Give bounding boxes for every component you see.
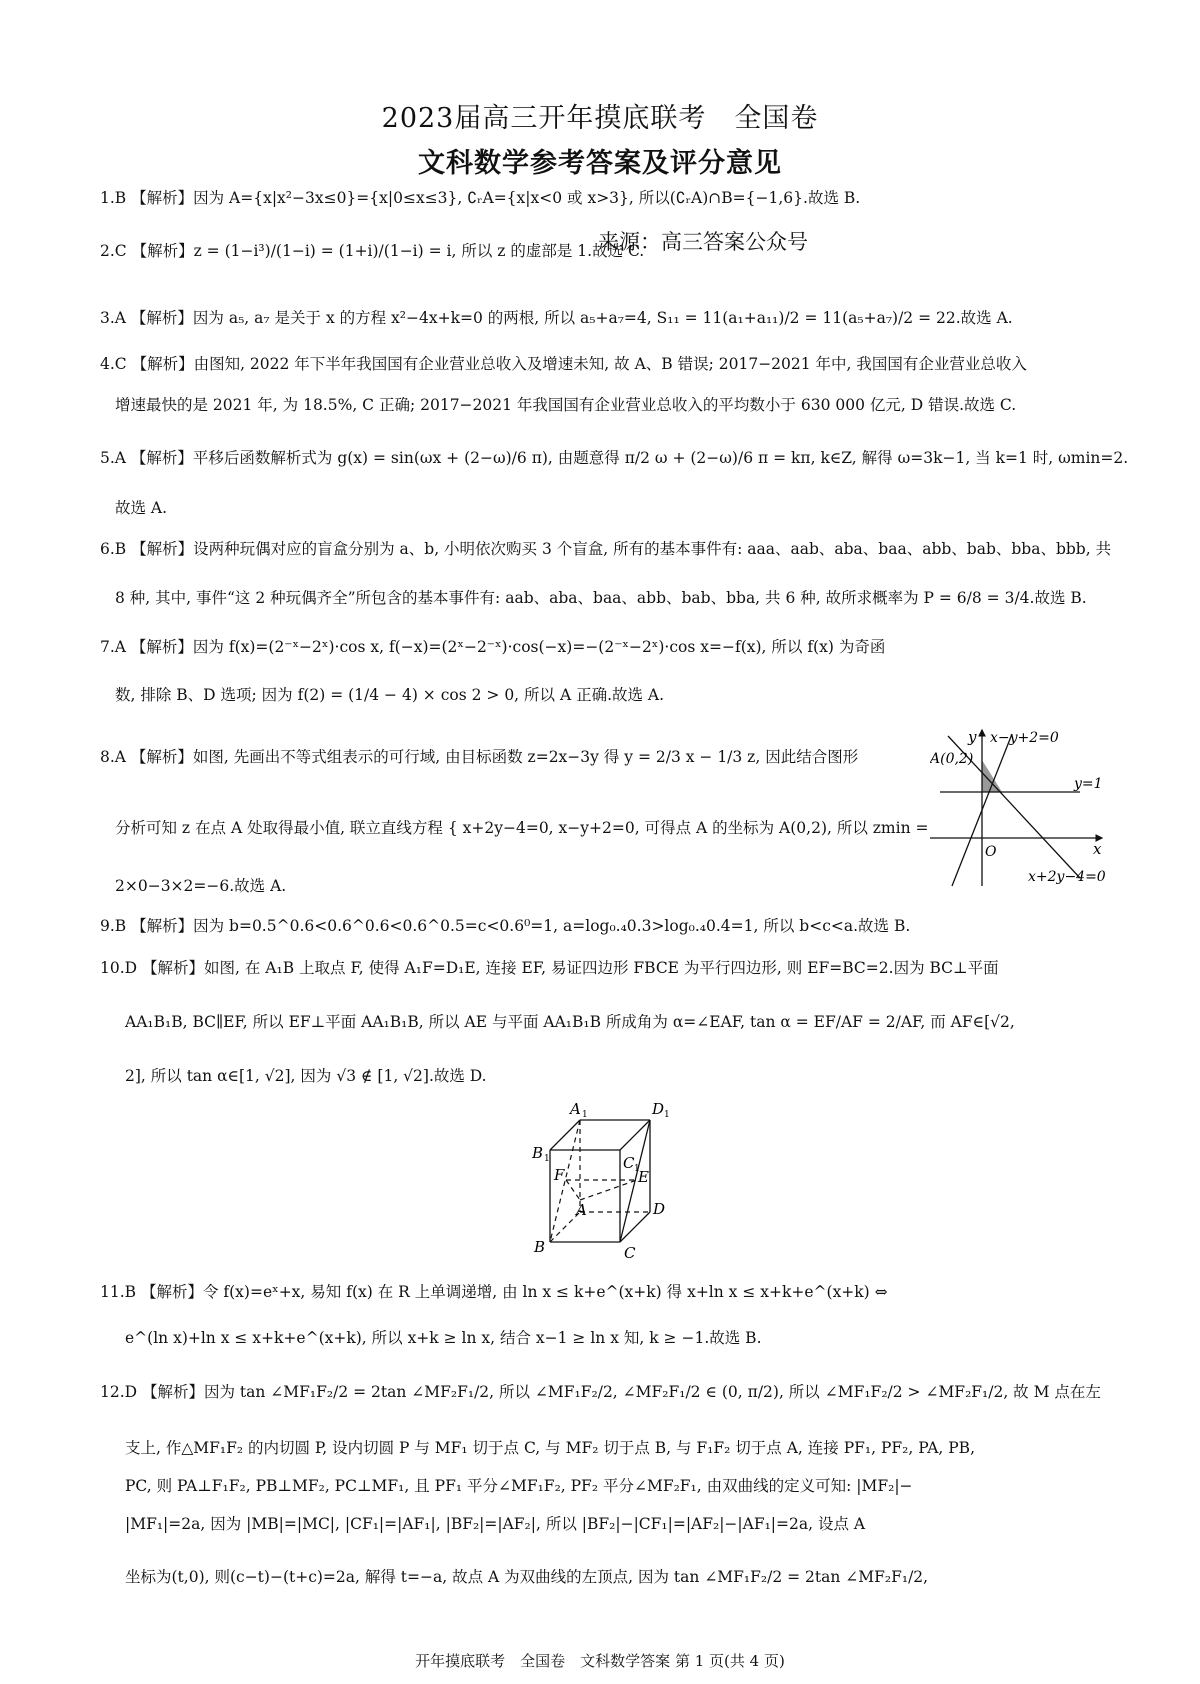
point-f-label: F <box>554 1166 565 1184</box>
answer-7-line-2: 数, 排除 B、D 选项; 因为 f(2) = (1/4 − 4) × cos 2 > 0, 所以 A 正确.故选 A. <box>115 686 665 704</box>
answer-11-line-1: 11.B 【解析】令 f(x)=eˣ+x, 易知 f(x) 在 R 上单调递增, 由 ln x ≤ k+e^(x+k) 得 x+ln x ≤ x+k+e^(x+k) ⇔ <box>100 1283 888 1301</box>
line2-label: y=1 <box>1074 776 1103 792</box>
vertex-c1-label: C <box>623 1154 635 1172</box>
vertex-b1-sub: 1 <box>544 1154 550 1164</box>
answer-7-line-1: 7.A 【解析】因为 f(x)=(2⁻ˣ−2ˣ)·cos x, f(−x)=(2ˣ−2⁻ˣ)·cos(−x)=−(2⁻ˣ−2ˣ)·cos x=−f(x), 所以 f(x) 为奇函 <box>100 638 886 656</box>
answer-5-line-2: 故选 A. <box>115 499 168 517</box>
answer-12-line-5: 坐标为(t,0), 则(c−t)−(t+c)=2a, 解得 t=−a, 故点 A 为双曲线的左顶点, 因为 tan ∠MF₁F₂/2 = 2tan ∠MF₂F₁/2, <box>125 1568 929 1586</box>
point-a-label: A <box>576 1201 587 1219</box>
answer-8-line-2: 分析可知 z 在点 A 处取得最小值, 联立直线方程 { x+2y−4=0, x−y+2=0, 可得点 A 的坐标为 A(0,2), 所以 zmin = <box>115 819 929 837</box>
answer-10-line-2: AA₁B₁B, BC∥EF, 所以 EF⊥平面 AA₁B₁B, 所以 AE 与平面 AA₁B₁B 所成角为 α=∠EAF, tan α = EF/AF = 2/AF, 而 AF∈[√2, <box>125 1013 1015 1031</box>
origin-label: O <box>985 844 997 860</box>
page-title: 2023届高三开年摸底联考 全国卷 <box>381 103 819 134</box>
vertex-a1-sub: 1 <box>582 1110 588 1120</box>
vertex-b1-label: B <box>532 1144 544 1162</box>
y-axis-label: y <box>968 728 977 746</box>
answer-12-line-1: 12.D 【解析】因为 tan ∠MF₁F₂/2 = 2tan ∠MF₂F₁/2, 所以 ∠MF₁F₂/2, ∠MF₂F₁/2 ∈ (0, π/2), 所以 ∠MF₁F₂/2 > ∠MF₂F₁/2, 故 M 点在左 <box>100 1383 1101 1401</box>
answer-12-line-4: |MF₁|=2a, 因为 |MB|=|MC|, |CF₁|=|AF₁|, |BF₂|=|AF₂|, 所以 |BF₂|−|CF₁|=|AF₂|−|AF₁|=2a, 设点 A <box>125 1515 866 1533</box>
point-b-label: B <box>534 1238 546 1256</box>
line1-label: x−y+2=0 <box>990 730 1059 746</box>
answer-1-line-1: 1.B 【解析】因为 A={x|x²−3x≤0}={x|0≤x≤3}, ∁ᵣA={x|x<0 或 x>3}, 所以(∁ᵣA)∩B={−1,6}.故选 B. <box>100 189 861 207</box>
answer-8-line-3: 2×0−3×2=−6.故选 A. <box>115 877 287 895</box>
answer-5-line-1: 5.A 【解析】平移后函数解析式为 g(x) = sin(ωx + (2−ω)/6 π), 由题意得 π/2 ω + (2−ω)/6 π = kπ, k∈Z, 解得 ω=3k−1, 当 k=1 时, ωmin=2. <box>100 449 1129 467</box>
vertex-c1-sub: 1 <box>634 1164 640 1174</box>
answer-11-line-2: e^(ln x)+ln x ≤ x+k+e^(x+k), 所以 x+k ≥ ln x, 结合 x−1 ≥ ln x 知, k ≥ −1.故选 B. <box>125 1329 762 1347</box>
answer-4-line-1: 4.C 【解析】由图知, 2022 年下半年我国国有企业营业总收入及增速未知, 故 A、B 错误; 2017−2021 年中, 我国国有企业营业总收入 <box>100 355 1027 373</box>
page-subtitle: 文科数学参考答案及评分意见 <box>418 148 782 179</box>
answer-6-line-1: 6.B 【解析】设两种玩偶对应的盲盒分别为 a、b, 小明依次购买 3 个盲盒, 所有的基本事件有: aaa、aab、aba、baa、abb、bab、bba、bbb, 共 <box>100 540 1112 558</box>
point-a-label: A(0,2) <box>930 751 974 767</box>
answer-9-line-1: 9.B 【解析】因为 b=0.5^0.6<0.6^0.6<0.6^0.5=c<0.6⁰=1, a=log₀.₄0.3>log₀.₄0.4=1, 所以 b<c<a.故选 B. <box>100 917 911 935</box>
answer-8-line-1: 8.A 【解析】如图, 先画出不等式组表示的可行域, 由目标函数 z=2x−3y 得 y = 2/3 x − 1/3 z, 因此结合图形 <box>100 748 859 766</box>
answer-12-line-3: PC, 则 PA⊥F₁F₂, PB⊥MF₂, PC⊥MF₁, 且 PF₁ 平分∠MF₁F₂, PF₂ 平分∠MF₂F₁, 由双曲线的定义可知: |MF₂|− <box>125 1477 913 1495</box>
x-axis-label: x <box>1093 840 1102 858</box>
page-footer: 开年摸底联考 全国卷 文科数学答案 第 1 页(共 4 页) <box>415 1652 785 1670</box>
line3-label: x+2y−4=0 <box>1028 869 1106 885</box>
vertex-a1-label: A <box>570 1100 581 1118</box>
answer-3-line-1: 3.A 【解析】因为 a₅, a₇ 是关于 x 的方程 x²−4x+k=0 的两根, 所以 a₅+a₇=4, S₁₁ = 11(a₁+a₁₁)/2 = 11(a₅+a₇)/2 = 22.故选 A. <box>100 309 1013 327</box>
answer-10-line-1: 10.D 【解析】如图, 在 A₁B 上取点 F, 使得 A₁F=D₁E, 连接 EF, 易证四边形 FBCE 为平行四边形, 则 EF=BC=2.因为 BC⊥平面 <box>100 959 999 977</box>
answer-4-line-2: 增速最快的是 2021 年, 为 18.5%, C 正确; 2017−2021 年我国国有企业营业总收入的平均数小于 630 000 亿元, D 错误.故选 C. <box>115 396 1017 414</box>
point-e-label: E <box>638 1168 649 1186</box>
cube-figure <box>520 1100 700 1270</box>
answer-2-line-1: 2.C 【解析】z = (1−i³)/(1−i) = (1+i)/(1−i) = i, 所以 z 的虚部是 1.故选 C. <box>100 242 645 260</box>
answer-10-line-3: 2], 所以 tan α∈[1, √2], 因为 √3 ∉ [1, √2].故选 D. <box>125 1067 487 1085</box>
vertex-d1-label: D <box>652 1100 665 1118</box>
feasible-region-figure <box>930 728 1110 888</box>
point-d-label: D <box>653 1200 666 1218</box>
vertex-d1-sub: 1 <box>664 1110 670 1120</box>
source-note: 来源：高三答案公众号 <box>598 230 808 254</box>
point-c-label: C <box>624 1244 636 1262</box>
answer-6-line-2: 8 种, 其中, 事件“这 2 种玩偶齐全”所包含的基本事件有: aab、aba、baa、abb、bab、bba, 共 6 种, 故所求概率为 P = 6/8 = 3/4.故选 B. <box>115 589 1087 607</box>
answer-12-line-2: 支上, 作△MF₁F₂ 的内切圆 P, 设内切圆 P 与 MF₁ 切于点 C, 与 MF₂ 切于点 B, 与 F₁F₂ 切于点 A, 连接 PF₁, PF₂, PA, PB, <box>125 1439 976 1457</box>
